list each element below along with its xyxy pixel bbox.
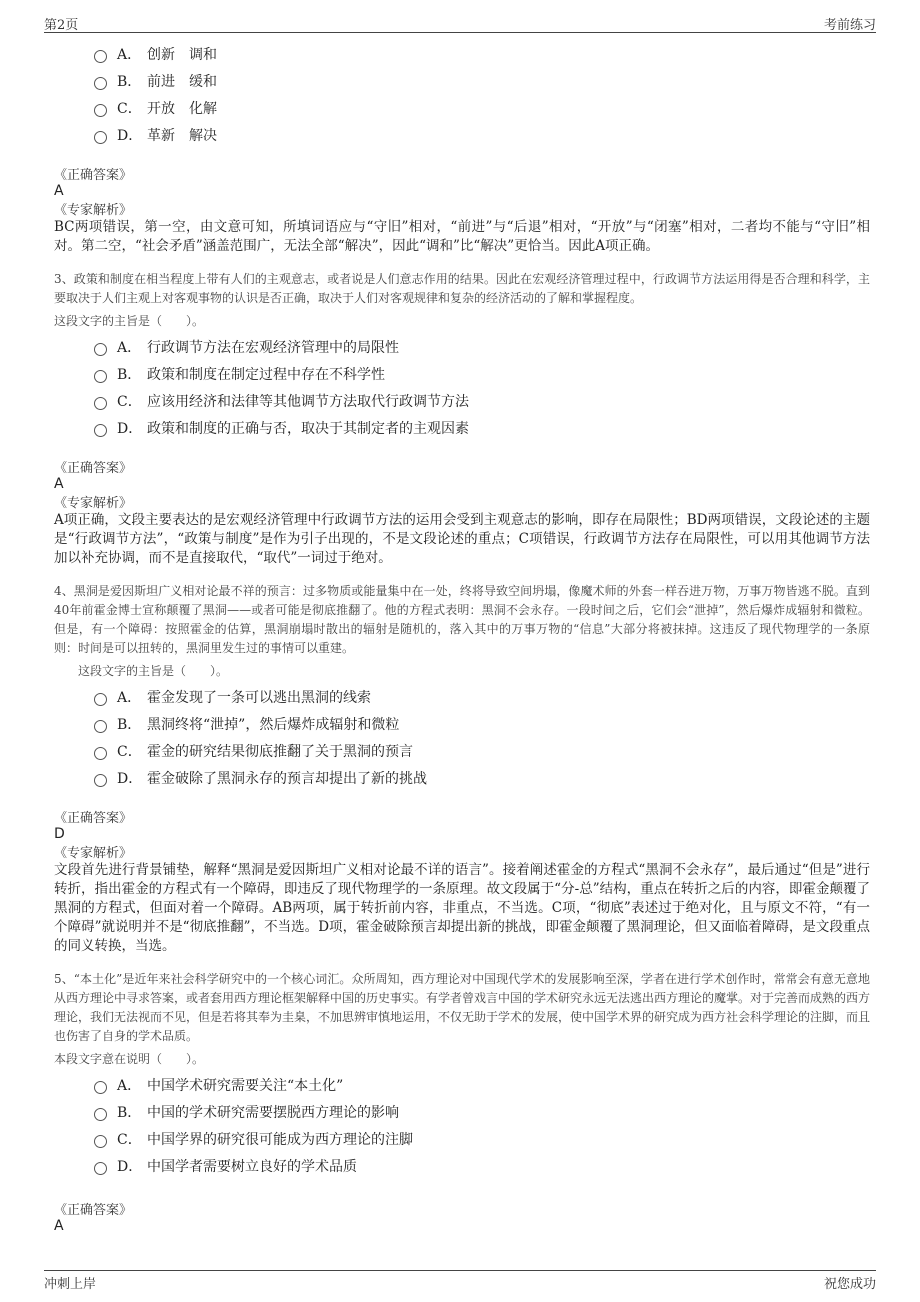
option-d[interactable]: D． 霍金破除了黑洞永存的预言却提出了新的挑战 <box>94 764 870 791</box>
option-b[interactable]: B． 政策和制度在制定过程中存在不科学性 <box>94 360 870 387</box>
option-b[interactable]: B． 前进 缓和 <box>94 67 870 94</box>
option-a[interactable]: A． 行政调节方法在宏观经济管理中的局限性 <box>94 333 870 360</box>
option-c[interactable]: C． 应该用经济和法律等其他调节方法取代行政调节方法 <box>94 387 870 414</box>
answer-label: 《正确答案》 <box>54 461 133 476</box>
page-header <box>44 14 876 33</box>
analysis-text: A项正确，文段主要表达的是宏观经济管理中行政调节方法的运用会受到主观意志的影响，即存在局限性；BD两项错误，文段论述的主题是“行政调节方法”，“政策与制度”是作为引子出现的，不是文段论述的重点；C项错误，行政调节方法存在局限性，可以用其他调节方法加以补充协调，而不是直接取代，“取代”一词过于绝对。 <box>54 512 870 566</box>
radio-icon[interactable] <box>94 424 107 437</box>
q4-options <box>54 683 870 791</box>
option-a[interactable]: A． 中国学术研究需要关注“本土化” <box>94 1071 870 1098</box>
question-stem: 4、黑洞是爱因斯坦广义相对论最不祥的预言：过多物质或能量集中在一处，终将导致空间坍塌，像魔术师的外套一样吞进万物，万事万物皆逃不脱。直到40年前霍金博士宣称颠覆了黑洞——或者可能是彻底推翻了。他的方程式表明：黑洞不会永存。一段时间之后，它们会“泄掉”，然后爆炸成辐射和微粒。但是，有一个障碍：按照霍金的估算，黑洞崩塌时散出的辐射是随机的，落入其中的万事万物的“信息”大部分将被抹掉。这违反了现代物理学的一条原则：时间是可以扭转的，黑洞里发生过的事情可以重建。 <box>54 584 870 655</box>
question-stem: 5、“本土化”是近年来社会科学研究中的一个核心词汇。众所周知，西方理论对中国现代学术的发展影响至深，学者在进行学术创作时，常常会有意无意地从西方理论中寻求答案，或者套用西方理论框架解释中国的历史事实。有学者曾戏言中国的学术研究永远无法逃出西方理论的魔掌。对于完善而成熟的西方理论，我们无法视而不见，但是若将其奉为圭臬，不加思辨审慎地运用，不仅无助于学术的发展，使中国学术界的研究成为西方社会科学理论的注脚，而且也伤害了自身的学术品质。 <box>54 972 871 1043</box>
q3-options <box>54 333 870 441</box>
radio-icon[interactable] <box>94 693 107 706</box>
answer-label: 《正确答案》 <box>54 168 133 183</box>
radio-icon[interactable] <box>94 370 107 383</box>
radio-icon[interactable] <box>94 1108 107 1121</box>
page-number: 第2页 <box>44 18 79 33</box>
footer-left: 冲刺上岸 <box>44 1277 97 1292</box>
radio-icon[interactable] <box>94 774 107 787</box>
option-d[interactable]: D． 中国学者需要树立良好的学术品质 <box>94 1152 870 1179</box>
option-c[interactable]: C． 中国学界的研究很可能成为西方理论的注脚 <box>94 1125 870 1152</box>
analysis-label: 《专家解析》 <box>54 203 133 218</box>
analysis-label: 《专家解析》 <box>54 846 133 861</box>
question-stem: 3、政策和制度在相当程度上带有人们的主观意志，或者说是人们意志作用的结果。因此在宏观经济管理过程中，行政调节方法运用得是否合理和科学，主要取决于人们主观上对客观事物的认识是否正确，取决于人们对客观规律和复杂的经济活动的了解和掌握程度。 <box>54 272 870 305</box>
page-footer <box>44 1270 876 1292</box>
question-prompt: 这段文字的主旨是（ ）。 <box>54 314 205 328</box>
q5-options <box>54 1071 870 1179</box>
option-d[interactable]: D． 革新 解决 <box>94 121 870 148</box>
radio-icon[interactable] <box>94 1162 107 1175</box>
option-c[interactable]: C． 开放 化解 <box>94 94 870 121</box>
analysis-text: BC两项错误，第一空，由文意可知，所填词语应与“守旧”相对，“前进”与“后退”相对，“开放”与“闭塞”相对，二者均不能与“守旧”相对。第二空，“社会矛盾”涵盖范围广，无法全部“解决”，因此“调和”比“解决”更恰当。因此A项正确。 <box>54 219 870 254</box>
option-d[interactable]: D． 政策和制度的正确与否，取决于其制定者的主观因素 <box>94 414 870 441</box>
answer-value: A <box>54 476 64 492</box>
header-title: 考前练习 <box>823 18 876 33</box>
radio-icon[interactable] <box>94 1135 107 1148</box>
radio-icon[interactable] <box>94 104 107 117</box>
q2-options <box>54 40 870 148</box>
radio-icon[interactable] <box>94 747 107 760</box>
option-a[interactable]: A． 霍金发现了一条可以逃出黑洞的线索 <box>94 683 870 710</box>
question-prompt: 本段文字意在说明（ ）。 <box>54 1052 205 1066</box>
radio-icon[interactable] <box>94 720 107 733</box>
answer-value: D <box>54 826 65 842</box>
radio-icon[interactable] <box>94 343 107 356</box>
radio-icon[interactable] <box>94 50 107 63</box>
question-prompt: 这段文字的主旨是（ ）。 <box>78 664 229 678</box>
option-b[interactable]: B． 中国的学术研究需要摆脱西方理论的影响 <box>94 1098 870 1125</box>
option-c[interactable]: C． 霍金的研究结果彻底推翻了关于黑洞的预言 <box>94 737 870 764</box>
answer-label: 《正确答案》 <box>54 811 133 826</box>
answer-value: A <box>54 183 64 199</box>
answer-value: A <box>54 1218 64 1234</box>
radio-icon[interactable] <box>94 77 107 90</box>
option-b[interactable]: B． 黑洞终将“泄掉”，然后爆炸成辐射和微粒 <box>94 710 870 737</box>
option-a[interactable]: A． 创新 调和 <box>94 40 870 67</box>
radio-icon[interactable] <box>94 397 107 410</box>
radio-icon[interactable] <box>94 131 107 144</box>
analysis-label: 《专家解析》 <box>54 496 133 511</box>
analysis-text: 文段首先进行背景铺垫，解释“黑洞是爱因斯坦广义相对论最不详的语言”。接着阐述霍金的方程式“黑洞不会永存”，最后通过“但是”进行转折，指出霍金的方程式有一个障碍，即违反了现代物理学的一条原理。故文段属于“分-总”结构，重点在转折之后的内容，即霍金颠覆了黑洞的方程式，但面对着一个障碍。AB两项，属于转折前内容，非重点，不当选。C项，“彻底”表述过于绝对化，且与原文不符，“有一个障碍”就说明并不是“彻底推翻”，不当选。D项，霍金破除预言却提出新的挑战，即霍金颠覆了黑洞理论，但又面临着障碍，是文段重点的同义转换，当选。 <box>54 862 870 954</box>
page-content <box>54 40 870 1234</box>
radio-icon[interactable] <box>94 1081 107 1094</box>
answer-label: 《正确答案》 <box>54 1203 133 1218</box>
footer-right: 祝您成功 <box>823 1277 876 1292</box>
